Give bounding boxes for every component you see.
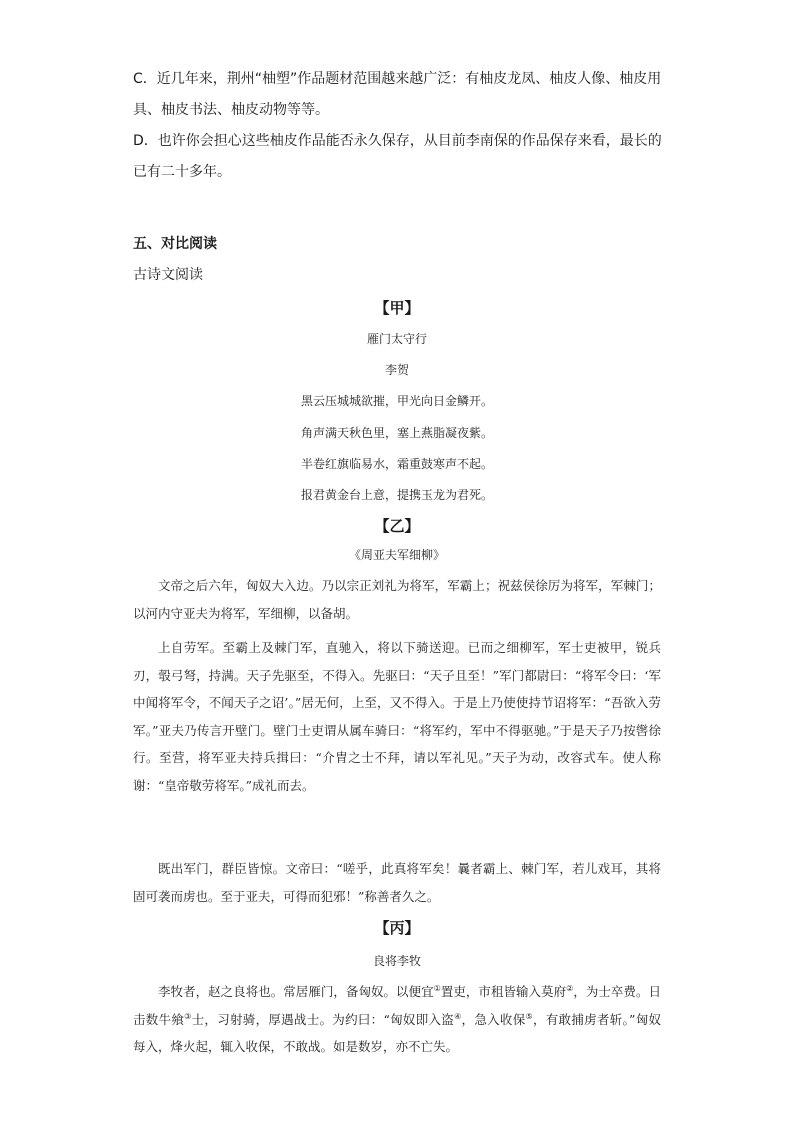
passage-title-bing: 良将李牧 [372,954,421,968]
poem-line: 报君黄金台上意，提携玉龙为君死。 [300,488,493,502]
section-title: 五、对比阅读 [133,236,217,252]
footnote-marker: ① [433,983,441,993]
footnote-marker: ④ [454,1011,462,1021]
option-d: D．也许你会担心这些柚皮作品能否永久保存，从目前李南保的作品保存来看，最长的已有二十多年。 [133,133,662,180]
footnote-marker: ② [566,983,574,993]
footnote-marker: ⑤ [525,1011,533,1021]
label-bing: 【丙】 [374,919,420,937]
passage-paragraph: 李牧者，赵之良将也。常居雁门，备匈奴。以便宜①置吏，市租皆输入莫府②，为士卒费。日击数牛飨③士，习射骑，厚遇战士。为约曰：“匈奴即入盗④，急入收保⑤，有敢捕虏者斩。”匈奴每入，烽火起，辄入收保，不敢战。如是数岁，亦不亡失。 [133,983,661,1054]
option-c: C．近几年来，荆州“柚塑”作品题材范围越来越广泛：有柚皮龙凤、柚皮人像、柚皮用具、柚皮书法、柚皮动物等等。 [133,71,662,118]
poem-line: 黑云压城城欲摧，甲光向日金鳞开。 [300,394,493,408]
label-yi: 【乙】 [374,517,420,535]
poem-line: 角声满天秋色里，塞上燕脂凝夜紫。 [300,426,493,440]
passage-paragraph: 文帝之后六年，匈奴大入边。乃以宗正刘礼为将军，军霸上；祝兹侯徐厉为将军，军棘门；以河内守亚夫为将军，军细柳，以备胡。 [133,578,661,621]
passage-paragraph: 上自劳军。至霸上及棘门军，直驰入，将以下骑送迎。已而之细柳军，军士吏被甲，锐兵刃，彀弓弩，持满。天子先驱至，不得入。先驱曰：“天子且至！”军门都尉曰：“将军令曰：‘军中闻将军令，不闻天子之诏’。”居无何，上至，又不得入。于是上乃使使持节诏将军：“吾欲入劳军。”亚夫乃传言开壁门。壁门士吏谓从属车骑曰：“将军约，军中不得驱驰。”于是天子乃按辔徐行。至营，将军亚夫持兵揖曰：“介胄之士不拜，请以军礼见。”天子为动，改容式车。使人称谢：“皇帝敬劳将军。”成礼而去。 [133,640,661,793]
section-subtitle: 古诗文阅读 [133,267,203,283]
poem-title: 雁门太守行 [366,332,427,346]
poem-author: 李贺 [384,363,409,377]
poem-line: 半卷红旗临易水，霜重鼓寒声不起。 [300,457,493,471]
footnote-marker: ③ [184,1011,192,1021]
passage-paragraph: 既出军门，群臣皆惊。文帝曰：“嗟乎，此真将军矣！曩者霸上、棘门军，若儿戏耳，其将固可袭而虏也。至于亚夫，可得而犯邪！”称善者久之。 [133,861,661,904]
passage-title-yi: 《周亚夫军细柳》 [348,548,445,562]
label-jia: 【甲】 [374,299,420,317]
